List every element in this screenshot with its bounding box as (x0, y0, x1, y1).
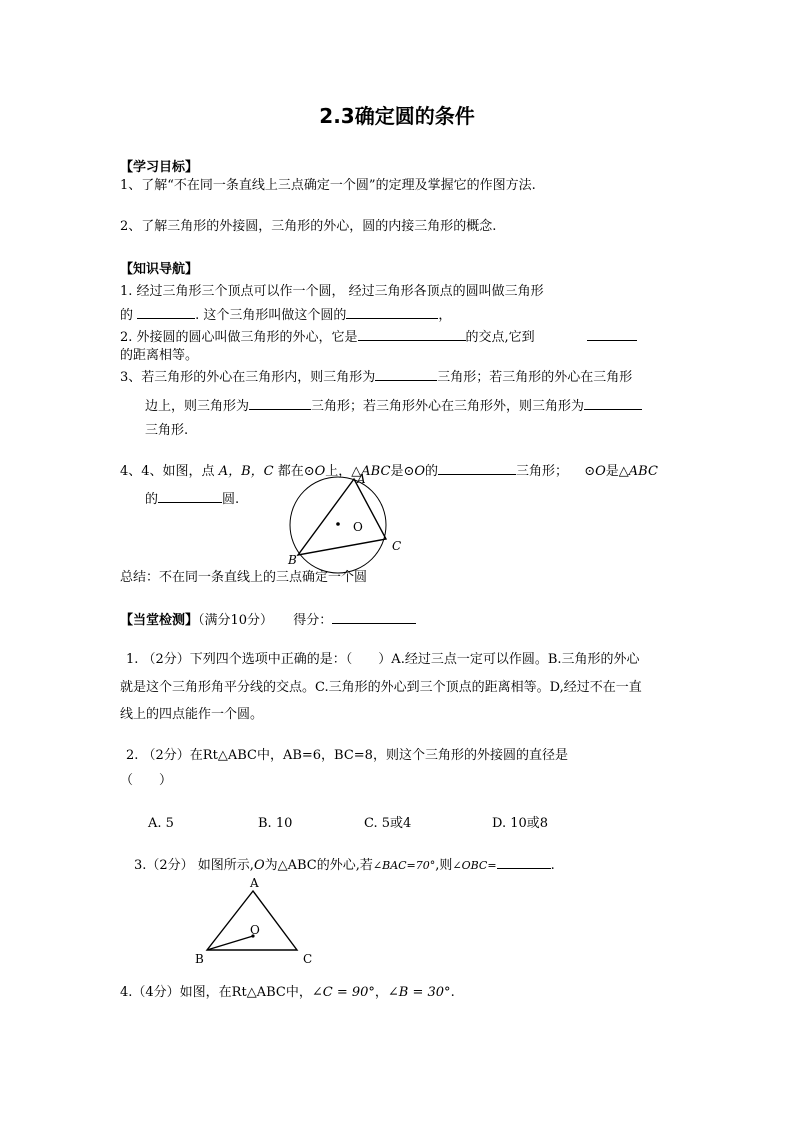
check-heading: 【当堂检测】 (120, 613, 199, 628)
goal-2: 2、了解三角形的外接圆，三角形的外心，圆的内接三角形的概念. (120, 219, 497, 234)
q3-mid2: ,则 (435, 858, 453, 873)
nav-2-line-1 (120, 328, 637, 346)
nav-1-end: ， (438, 308, 452, 323)
nav-4-mid3: 是⊙ (390, 464, 415, 479)
blank-obc[interactable] (497, 856, 551, 869)
label-c: C (392, 539, 402, 553)
segment-bo (207, 936, 253, 950)
q1-line-1: 1. （2分）下列四个选项中正确的是：（ ）A.经过三点一定可以作圆。B.三角形的外心 (126, 652, 640, 667)
nav-4-pre: 4、4、如图，点 (120, 464, 215, 479)
q4-angle-c: ∠C = 90° (311, 985, 375, 1000)
center-point (336, 522, 340, 526)
nav-4-o: O (314, 464, 326, 479)
nav-4-mid7: 是△ (605, 464, 629, 479)
triangle-abc-2 (207, 891, 297, 950)
page-title: 2.3确定圆的条件 (319, 104, 475, 128)
blank-inscribed[interactable] (438, 462, 516, 475)
circle-triangle-figure (280, 468, 410, 578)
q4-mid: 中， (285, 985, 312, 1000)
nav-4b-end: 圆. (222, 492, 240, 507)
q4-end: . (450, 985, 455, 1000)
blank-circumcircle[interactable] (137, 306, 195, 319)
nav-4-mid4: 的 (425, 464, 439, 479)
nav-3-pre: 3、若三角形的外心在三角形内，则三角形为 (120, 370, 376, 385)
nav-4-line-2 (145, 490, 239, 508)
nav-2-pre: 2. 外接圆的圆心叫做三角形的外心，它是 (120, 330, 358, 345)
nav-heading: 【知识导航】 (120, 262, 199, 277)
label-o2: O (250, 923, 260, 937)
label-b2: B (195, 952, 204, 966)
nav-2-line-2: 的距离相等。 (120, 348, 199, 363)
nav-1-mid: . 这个三角形叫做这个圆的 (195, 308, 347, 323)
q4-abc: △ABC (246, 985, 286, 1000)
blank-inscribed-triangle[interactable] (346, 306, 438, 319)
check-line (120, 611, 416, 629)
blank-bisectors[interactable] (358, 328, 466, 341)
nav-1-line-2 (120, 306, 451, 324)
triangle-abc (298, 479, 386, 555)
nav-1-pre: 的 (120, 308, 134, 323)
triangle-figure (190, 872, 320, 970)
nav-4-mid6: ⊙ (584, 464, 596, 479)
q2-option-a[interactable]: A. 5 (148, 816, 174, 831)
q3-angle2: ∠OBC= (452, 859, 497, 872)
q1-line-3: 线上的四点能作一个圆。 (120, 707, 264, 722)
q2-option-d[interactable]: D. 10或8 (492, 816, 549, 831)
nav-3b-pre: 边上，则三角形为 (145, 399, 250, 414)
q3-o: O (253, 858, 265, 873)
q3-pre: 3.（2分） 如图所示, (134, 858, 254, 873)
nav-1-line-1: 1. 经过三角形三个顶点可以作一个圆， 经过三角形各顶点的圆叫做三角形 (120, 284, 544, 299)
nav-3-line-1 (120, 368, 632, 386)
q4-sep: ， (374, 985, 388, 1000)
nav-3-mid: 三角形；若三角形的外心在三角形 (437, 370, 633, 385)
blank-right[interactable] (249, 397, 311, 410)
q4-angle-b: ∠B = 30° (387, 985, 451, 1000)
label-a: A (357, 472, 366, 486)
nav-4b-pre: 的 (145, 492, 159, 507)
q2-line-2: （ ） (120, 773, 173, 788)
q3-mid: 为△ABC的外心,若 (264, 858, 373, 873)
label-c2: C (303, 952, 313, 966)
nav-2-mid: 的交点,它到 (465, 330, 535, 345)
goal-1: 1、了解“不在同一条直线上三点确定一个圆”的定理及掌握它的作图方法. (120, 178, 536, 193)
nav-4-points: A，B，C (218, 464, 274, 479)
nav-4-mid5: 三角形； (516, 464, 569, 479)
blank-obtuse[interactable] (584, 397, 642, 410)
nav-4-abc2: ABC (628, 464, 658, 479)
goals-heading: 【学习目标】 (120, 160, 199, 175)
score-field[interactable] (332, 611, 416, 624)
nav-4-mid2: 上，△ (325, 464, 362, 479)
check-score: （满分10分） (198, 613, 274, 628)
nav-4-mid: 都在⊙ (277, 464, 315, 479)
nav-3-line-3: 三角形. (145, 423, 189, 438)
q2-option-b[interactable]: B. 10 (258, 816, 293, 831)
q4-line (120, 985, 455, 1001)
q2-option-c[interactable]: C. 5或4 (364, 816, 412, 831)
blank-circum[interactable] (158, 490, 222, 503)
label-a2: A (250, 876, 259, 890)
label-b: B (288, 553, 297, 567)
score-label: 得分： (293, 613, 333, 628)
q2-line-1: 2. （2分）在Rt△ABC中，AB=6，BC=8，则这个三角形的外接圆的直径是 (126, 748, 568, 763)
nav-3-line-2 (145, 397, 642, 415)
q4-pre: 4.（4分）如图，在Rt (120, 985, 247, 1000)
label-o: O (353, 520, 363, 534)
blank-acute[interactable] (375, 368, 437, 381)
blank-vertices[interactable] (587, 328, 637, 341)
nav-4-o2: O (414, 464, 426, 479)
summary: 总结：不在同一条直线上的三点确定一个圆 (120, 570, 368, 585)
spacer (535, 329, 541, 341)
nav-3b-mid: 三角形；若三角形外心在三角形外，则三角形为 (311, 399, 585, 414)
nav-4-o3: O (595, 464, 606, 479)
nav-4-abc: ABC (361, 464, 391, 479)
q3-angle: ∠BAC=70° (372, 859, 436, 872)
q3-end: . (550, 858, 555, 873)
q1-line-2: 就是这个三角形角平分线的交点。C.三角形的外心到三个顶点的距离相等。D,经过不在一直 (120, 680, 642, 695)
